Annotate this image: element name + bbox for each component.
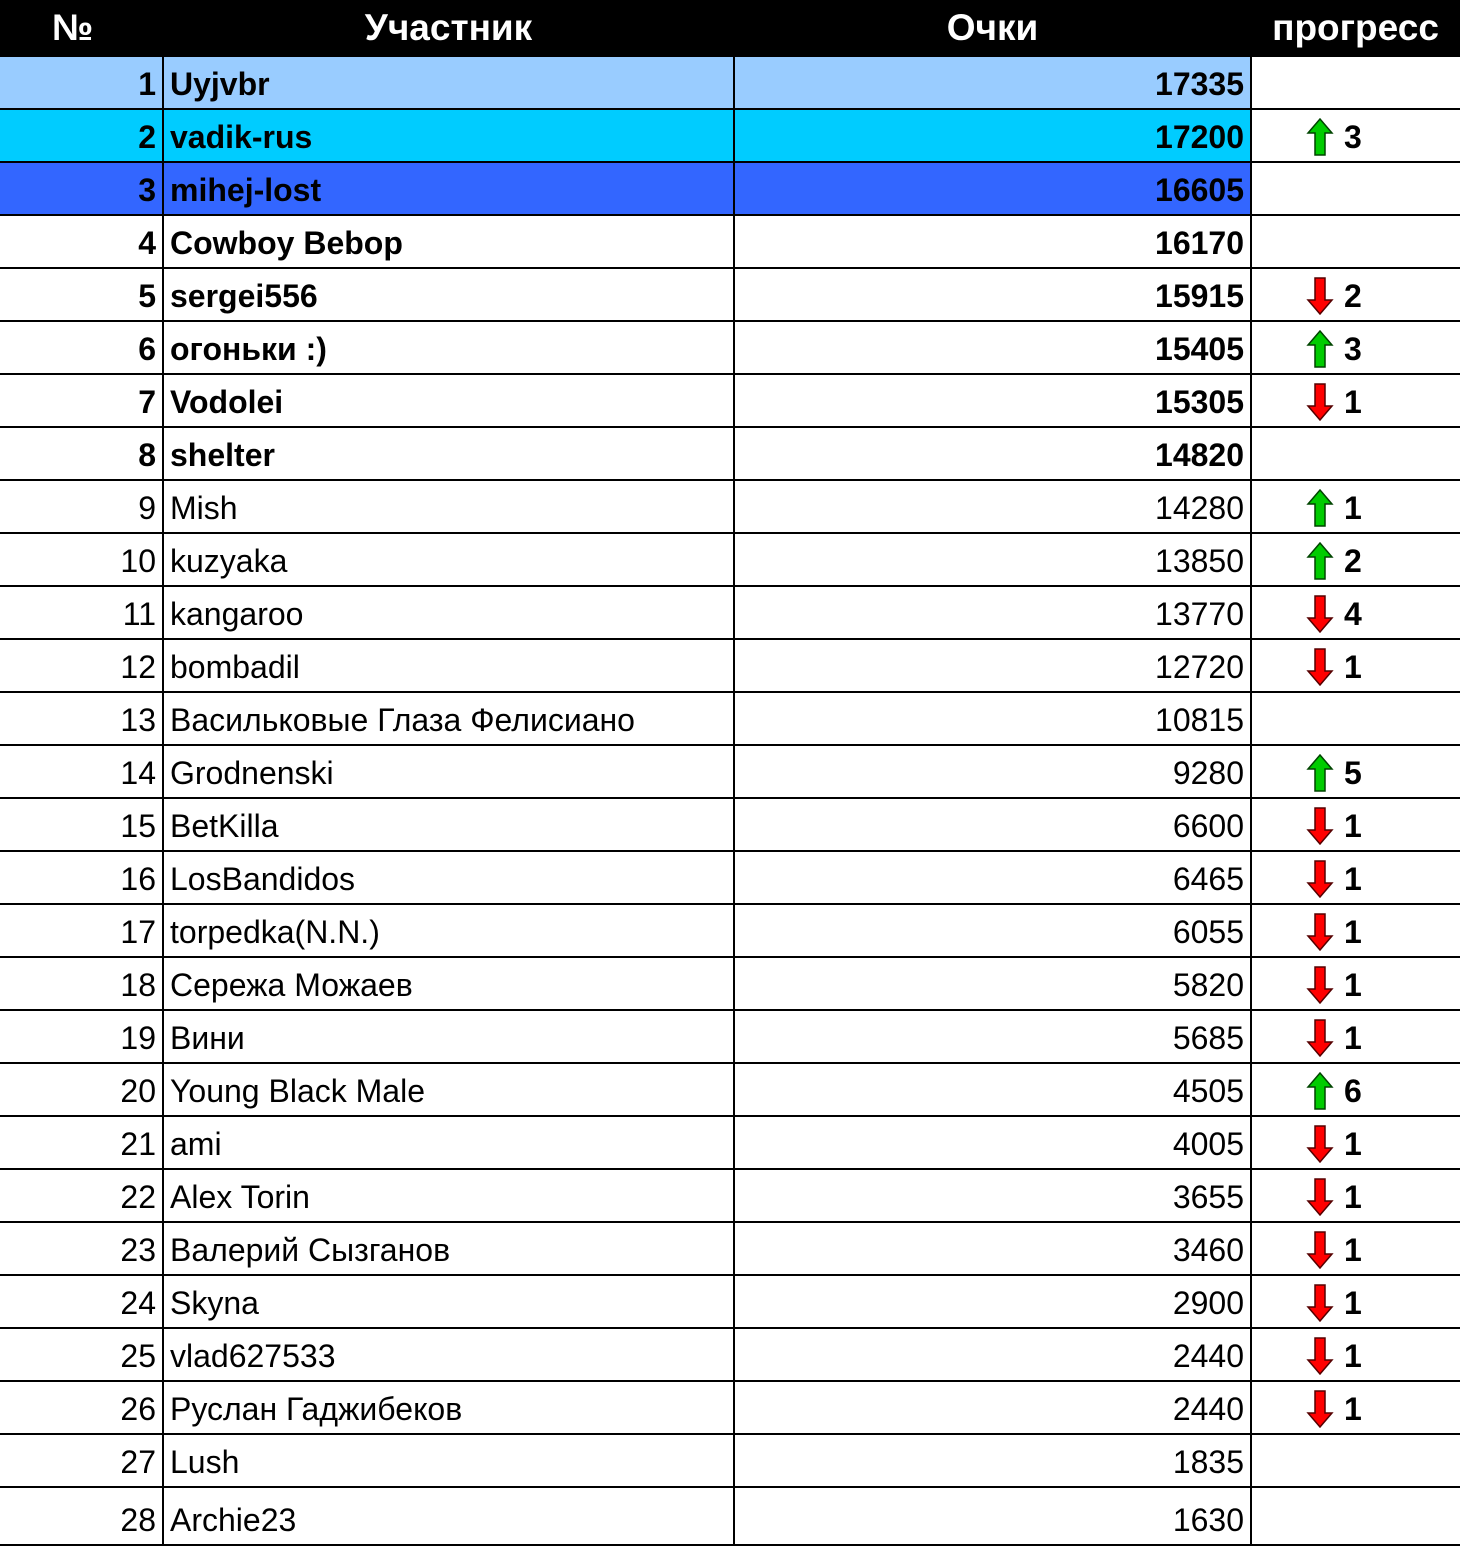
progress-change: 5 [1344,755,1362,791]
arrow-down-icon [1306,860,1334,898]
table-row [0,851,1460,904]
points-cell: 6600 [734,798,1251,851]
progress-cell [1251,851,1460,904]
participant-cell: torpedka(N.N.) [163,904,734,957]
participant-cell: Mish [163,480,734,533]
points-cell: 16170 [734,215,1251,268]
progress-change: 1 [1344,1391,1362,1427]
participant-cell: Skyna [163,1275,734,1328]
rank-cell: 27 [0,1434,163,1487]
arrow-down-icon [1306,807,1334,845]
arrow-up-icon [1306,542,1334,580]
progress-cell [1251,639,1460,692]
participant-cell: kangaroo [163,586,734,639]
points-cell: 15305 [734,374,1251,427]
points-cell: 15915 [734,268,1251,321]
header-num: № [0,0,163,56]
progress-change: 4 [1344,596,1362,632]
participant-cell: Вини [163,1010,734,1063]
rank-cell: 17 [0,904,163,957]
header-row [0,0,1460,56]
points-cell: 6465 [734,851,1251,904]
table-row [0,321,1460,374]
arrow-down-icon [1306,383,1334,421]
progress-cell [1251,1434,1460,1487]
progress-cell [1251,798,1460,851]
arrow-up-icon [1306,1072,1334,1110]
rank-cell: 16 [0,851,163,904]
table-row [0,1010,1460,1063]
rank-cell: 24 [0,1275,163,1328]
participant-cell: Uyjvbr [163,56,734,109]
rank-cell: 1 [0,56,163,109]
rank-cell: 19 [0,1010,163,1063]
points-cell: 17200 [734,109,1251,162]
progress-cell [1251,533,1460,586]
table-row [0,480,1460,533]
participant-cell: shelter [163,427,734,480]
participant-cell: Alex Torin [163,1169,734,1222]
progress-change: 1 [1344,649,1362,685]
points-cell: 4005 [734,1116,1251,1169]
progress-cell [1251,268,1460,321]
progress-cell [1251,1328,1460,1381]
arrow-up-icon [1306,489,1334,527]
table-row [0,374,1460,427]
progress-change: 1 [1344,1338,1362,1374]
participant-cell: BetKilla [163,798,734,851]
table-row [0,1169,1460,1222]
table-row [0,1222,1460,1275]
progress-cell [1251,745,1460,798]
points-cell: 2440 [734,1328,1251,1381]
arrow-up-icon [1306,118,1334,156]
points-cell: 13770 [734,586,1251,639]
rank-cell: 13 [0,692,163,745]
arrow-down-icon [1306,1125,1334,1163]
rank-cell: 22 [0,1169,163,1222]
arrow-down-icon [1306,1019,1334,1057]
arrow-down-icon [1306,1337,1334,1375]
points-cell: 2440 [734,1381,1251,1434]
table-row [0,215,1460,268]
progress-cell [1251,162,1460,215]
arrow-down-icon [1306,1231,1334,1269]
participant-cell: Васильковые Глаза Фелисиано [163,692,734,745]
progress-change: 1 [1344,384,1362,420]
participant-cell: kuzyaka [163,533,734,586]
table-row [0,586,1460,639]
progress-change: 2 [1344,278,1362,314]
table-row [0,904,1460,957]
table-row [0,162,1460,215]
arrow-down-icon [1306,1390,1334,1428]
rank-cell: 2 [0,109,163,162]
table-row [0,639,1460,692]
progress-change: 1 [1344,490,1362,526]
progress-cell [1251,1116,1460,1169]
table-row [0,1381,1460,1434]
table-row [0,745,1460,798]
header-progress: прогресс [1251,0,1460,56]
progress-cell [1251,1010,1460,1063]
rank-cell: 23 [0,1222,163,1275]
standings-body [0,56,1460,1545]
participant-cell: Сережа Можаев [163,957,734,1010]
progress-change: 3 [1344,331,1362,367]
points-cell: 14280 [734,480,1251,533]
header-participant: Участник [163,0,734,56]
header-points: Очки [734,0,1251,56]
progress-cell [1251,56,1460,109]
progress-change: 1 [1344,861,1362,897]
arrow-up-icon [1306,330,1334,368]
progress-cell [1251,1169,1460,1222]
arrow-down-icon [1306,277,1334,315]
rank-cell: 9 [0,480,163,533]
progress-change: 1 [1344,914,1362,950]
points-cell: 9280 [734,745,1251,798]
rank-cell: 12 [0,639,163,692]
participant-cell: Archie23 [163,1487,734,1545]
progress-change: 2 [1344,543,1362,579]
points-cell: 10815 [734,692,1251,745]
rank-cell: 7 [0,374,163,427]
rank-cell: 26 [0,1381,163,1434]
rank-cell: 10 [0,533,163,586]
participant-cell: bombadil [163,639,734,692]
table-row [0,798,1460,851]
points-cell: 6055 [734,904,1251,957]
progress-cell [1251,109,1460,162]
rank-cell: 5 [0,268,163,321]
participant-cell: огоньки :) [163,321,734,374]
participant-cell: Руслан Гаджибеков [163,1381,734,1434]
progress-change: 1 [1344,1020,1362,1056]
table-row [0,109,1460,162]
points-cell: 13850 [734,533,1251,586]
points-cell: 1835 [734,1434,1251,1487]
table-row [0,1487,1460,1545]
table-row [0,1328,1460,1381]
arrow-down-icon [1306,913,1334,951]
arrow-up-icon [1306,754,1334,792]
table-row [0,1434,1460,1487]
progress-cell [1251,692,1460,745]
rank-cell: 3 [0,162,163,215]
progress-change: 1 [1344,1179,1362,1215]
participant-cell: LosBandidos [163,851,734,904]
points-cell: 5685 [734,1010,1251,1063]
participant-cell: ami [163,1116,734,1169]
progress-cell [1251,1275,1460,1328]
participant-cell: vadik-rus [163,109,734,162]
arrow-down-icon [1306,595,1334,633]
table-row [0,957,1460,1010]
progress-cell [1251,321,1460,374]
progress-cell [1251,586,1460,639]
progress-change: 1 [1344,967,1362,1003]
table-row [0,1063,1460,1116]
points-cell: 2900 [734,1275,1251,1328]
points-cell: 4505 [734,1063,1251,1116]
progress-cell [1251,957,1460,1010]
table-row [0,533,1460,586]
progress-change: 1 [1344,1285,1362,1321]
points-cell: 3655 [734,1169,1251,1222]
points-cell: 3460 [734,1222,1251,1275]
progress-cell [1251,480,1460,533]
table-row [0,268,1460,321]
progress-cell [1251,427,1460,480]
participant-cell: vlad627533 [163,1328,734,1381]
progress-change: 1 [1344,808,1362,844]
progress-cell [1251,215,1460,268]
rank-cell: 21 [0,1116,163,1169]
rank-cell: 15 [0,798,163,851]
participant-cell: mihej-lost [163,162,734,215]
participant-cell: Валерий Сызганов [163,1222,734,1275]
rank-cell: 11 [0,586,163,639]
progress-cell [1251,904,1460,957]
progress-change: 1 [1344,1126,1362,1162]
points-cell: 14820 [734,427,1251,480]
arrow-down-icon [1306,1178,1334,1216]
points-cell: 15405 [734,321,1251,374]
participant-cell: sergei556 [163,268,734,321]
participant-cell: Young Black Male [163,1063,734,1116]
participant-cell: Lush [163,1434,734,1487]
points-cell: 1630 [734,1487,1251,1545]
table-row [0,692,1460,745]
progress-cell [1251,1063,1460,1116]
arrow-down-icon [1306,1284,1334,1322]
arrow-down-icon [1306,648,1334,686]
table-row [0,427,1460,480]
participant-cell: Grodnenski [163,745,734,798]
rank-cell: 8 [0,427,163,480]
participant-cell: Vodolei [163,374,734,427]
rank-cell: 20 [0,1063,163,1116]
participant-cell: Cowboy Bebop [163,215,734,268]
rank-cell: 4 [0,215,163,268]
progress-cell [1251,1381,1460,1434]
points-cell: 5820 [734,957,1251,1010]
rank-cell: 25 [0,1328,163,1381]
table-row [0,1116,1460,1169]
progress-cell [1251,1222,1460,1275]
table-row [0,56,1460,109]
progress-cell [1251,374,1460,427]
rank-cell: 18 [0,957,163,1010]
rank-cell: 6 [0,321,163,374]
arrow-down-icon [1306,966,1334,1004]
points-cell: 16605 [734,162,1251,215]
rank-cell: 28 [0,1487,163,1545]
progress-change: 3 [1344,119,1362,155]
progress-change: 1 [1344,1232,1362,1268]
progress-change: 6 [1344,1073,1362,1109]
progress-cell [1251,1487,1460,1545]
points-cell: 17335 [734,56,1251,109]
table-row [0,1275,1460,1328]
points-cell: 12720 [734,639,1251,692]
rank-cell: 14 [0,745,163,798]
